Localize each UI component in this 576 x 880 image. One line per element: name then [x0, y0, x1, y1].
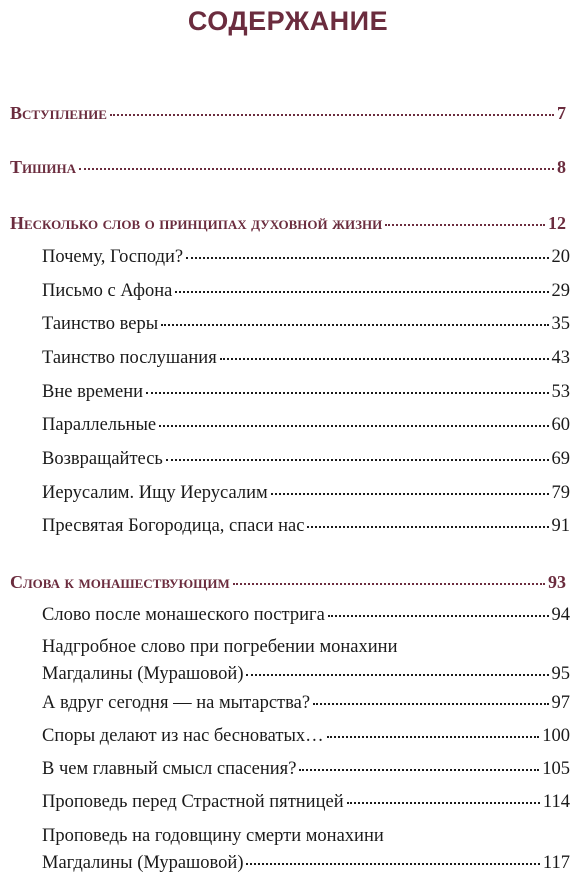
toc-page-number: 93: [548, 572, 566, 592]
dot-leader: [175, 291, 548, 293]
toc-entry-title: Несколько слов о принципах духовной жизни: [10, 213, 383, 233]
toc-page-number: 20: [551, 247, 570, 267]
dot-leader: [186, 257, 548, 259]
toc-entry-title: Проповедь перед Страстной пятницей: [42, 792, 344, 812]
toc-entry[interactable]: [42, 517, 570, 536]
toc-page-number: 91: [551, 516, 570, 536]
toc-entry[interactable]: [42, 760, 570, 779]
toc-entry-title: Письмо с Афона: [42, 281, 173, 301]
toc-entry[interactable]: [42, 637, 570, 685]
dot-leader: [328, 615, 549, 617]
dot-leader: [327, 736, 540, 738]
toc-entry-title: Таинство веры: [42, 314, 159, 334]
toc-page-number: 60: [551, 415, 570, 435]
toc-entry-title-line1: Надгробное слово при погребении монахини: [42, 637, 398, 657]
toc-page-number: 79: [551, 483, 570, 503]
toc-page-number: 114: [542, 792, 570, 812]
toc-entry-title: Пресвятая Богородица, спаси нас: [42, 516, 305, 536]
toc-entry-title: Почему, Господи?: [42, 247, 184, 267]
toc-entry[interactable]: [42, 727, 570, 746]
toc-entry[interactable]: [42, 484, 570, 503]
dot-leader: [347, 802, 540, 804]
toc-entry[interactable]: [42, 416, 570, 435]
toc-section-entry[interactable]: [10, 158, 566, 176]
toc-entry-title: А вдруг сегодня — на мытарства?: [42, 693, 311, 713]
toc-entry-title: Вне времени: [42, 382, 143, 402]
toc-section-entry[interactable]: [10, 573, 566, 591]
toc-entry-title: Иерусалим. Ищу Иерусалим: [42, 483, 268, 503]
toc-page-number: 35: [551, 314, 570, 334]
toc-page-number: 69: [551, 449, 570, 469]
toc-page-number: 53: [551, 382, 570, 402]
dot-leader: [220, 358, 549, 360]
dot-leader: [159, 425, 548, 427]
toc-page-number: 7: [557, 103, 566, 123]
toc-entry-title: Споры делают из нас бесноватых…: [42, 726, 324, 746]
toc-page-number: 105: [542, 759, 570, 779]
toc-page-number: 117: [542, 853, 570, 873]
toc-entry-title-line1: Проповедь на годовщину смерти монахини: [42, 826, 384, 846]
toc-entry[interactable]: [42, 349, 570, 368]
dot-leader: [271, 493, 549, 495]
toc-page-number: 29: [551, 281, 570, 301]
toc-entry-title: Вступление: [10, 103, 107, 123]
toc-entry[interactable]: [42, 793, 570, 812]
dot-leader: [307, 526, 548, 528]
toc-entry-title-line2: Магдалины (Мурашовой): [42, 853, 244, 873]
toc-section-entry[interactable]: [10, 104, 566, 122]
dot-leader: [246, 674, 548, 676]
toc-entry-title: Тишина: [10, 157, 77, 177]
toc-entry[interactable]: [42, 694, 570, 713]
dot-leader: [166, 459, 549, 461]
dot-leader: [313, 703, 548, 705]
toc-entry-title: Таинство послушания: [42, 348, 217, 368]
dot-leader: [146, 392, 549, 394]
toc-page-number: 8: [557, 157, 566, 177]
toc-entry-title: Параллельные: [42, 415, 157, 435]
toc-section-entry[interactable]: [10, 214, 566, 232]
toc-page-number: 97: [551, 693, 570, 713]
dot-leader: [299, 769, 539, 771]
dot-leader: [79, 168, 554, 170]
toc-entry-title-line2: Магдалины (Мурашовой): [42, 664, 244, 684]
dot-leader: [233, 583, 545, 585]
toc-page-number: 43: [551, 348, 570, 368]
toc-page-number: 95: [551, 664, 570, 684]
toc-entry-title: Возвращайтесь: [42, 449, 163, 469]
toc-entry[interactable]: [42, 450, 570, 469]
dot-leader: [110, 114, 554, 116]
toc-page-number: 100: [542, 726, 570, 746]
dot-leader: [246, 863, 539, 865]
dot-leader: [161, 324, 548, 326]
toc-entry[interactable]: [42, 606, 570, 625]
page-title: СОДЕРЖАНИЕ: [187, 6, 389, 36]
toc-entry[interactable]: [42, 248, 570, 267]
toc-entry-title: В чем главный смысл спасения?: [42, 759, 297, 779]
toc-entry[interactable]: [42, 315, 570, 334]
toc-page-number: 12: [548, 213, 566, 233]
toc-entry-title: Слово после монашеского пострига: [42, 605, 325, 625]
toc-page-number: 94: [551, 605, 570, 625]
dot-leader: [385, 224, 545, 226]
toc-entry[interactable]: [42, 383, 570, 402]
toc-entry[interactable]: [42, 826, 570, 874]
toc-entry[interactable]: [42, 282, 570, 301]
toc-entry-title: Слова к монашествующим: [10, 572, 230, 592]
